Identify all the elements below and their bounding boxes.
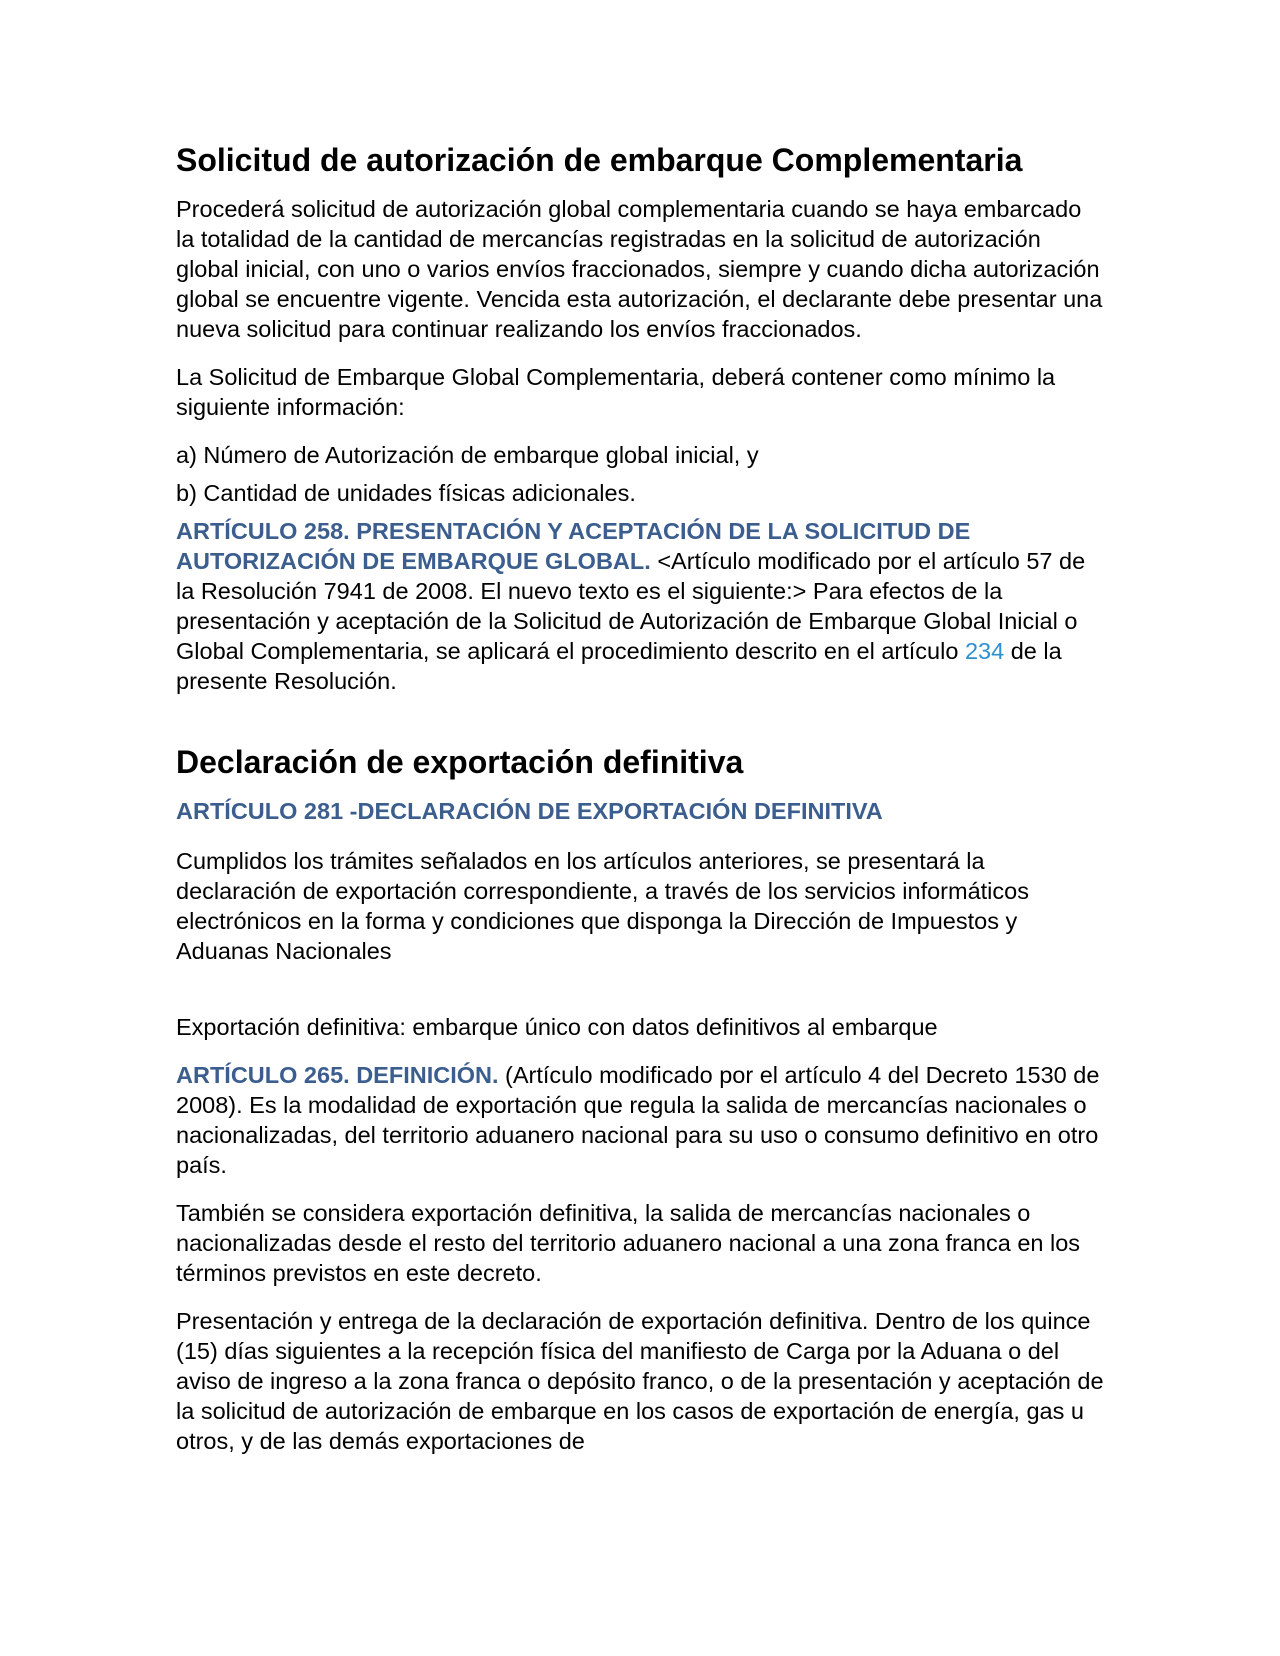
section-gap: [176, 714, 1106, 742]
article-258-text-end: de la presente Resolución.: [176, 638, 1062, 694]
paragraph-presentacion-entrega: Presentación y entrega de la declaración de exportación definitiva. Dentro de los quince (15) días siguientes a la recepción física del manifiesto de Carga por la Aduana o del aviso de ingreso a la zona franca o depósito franco, o de la presentación y aceptación de la solicitud de autorización de embarque en los casos de exportación de energía, gas u otros, y de las demás exportaciones de: [176, 1308, 1104, 1454]
article-258-text: <Artículo modificado por el artículo 57 de la Resolución 7941 de 2008. El nuevo texto es el siguiente:> Para efectos de la presentación y aceptación de la Solicitud de Autorización de Embarque Global Inicial o Global Complementaria, se aplicará el procedimiento descrito en el artículo: [176, 548, 1086, 664]
article-265-title: ARTÍCULO 265. DEFINICIÓN.: [176, 1062, 499, 1088]
section-heading-exportacion-definitiva: Declaración de exportación definitiva: [176, 744, 744, 780]
article-258-title: ARTÍCULO 258. PRESENTACIÓN Y ACEPTACIÓN DE LA SOLICITUD DE AUTORIZACIÓN DE EMBARQUE GLOBAL.: [176, 518, 971, 574]
paragraph-tramites: Cumplidos los trámites señalados en los artículos anteriores, se presentará la declaración de exportación correspondiente, a través de los servicios informáticos electrónicos en la forma y condiciones que disponga la Dirección de Impuestos y Aduanas Nacionales: [176, 848, 1029, 964]
section-heading-embarque-complementaria: Solicitud de autorización de embarque Complementaria: [176, 142, 1023, 178]
article-258-paragraph: [176, 516, 1106, 696]
article-234-link[interactable]: 234: [964, 638, 1005, 664]
article-265-paragraph: [176, 1060, 1106, 1180]
list-item-b: b) Cantidad de unidades físicas adicionales.: [176, 480, 636, 506]
paragraph-contenido-minimo: La Solicitud de Embarque Global Complementaria, deberá contener como mínimo la siguiente información:: [176, 364, 1056, 420]
paragraph-autorizacion-global: Procederá solicitud de autorización global complementaria cuando se haya embarcado la totalidad de la cantidad de mercancías registradas en la solicitud de autorización global inicial, con uno o varios envíos fraccionados, siempre y cuando dicha autorización global se encuentre vigente. Vencida esta autorización, el declarante debe presentar una nueva solicitud para continuar realizando los envíos fraccionados.: [176, 196, 1103, 342]
document-page: [176, 140, 1106, 1474]
list-item-a: a) Número de Autorización de embarque global inicial, y: [176, 442, 759, 468]
paragraph-gap: [176, 984, 1106, 1012]
paragraph-exportacion-definitiva: Exportación definitiva: embarque único con datos definitivos al embarque: [176, 1014, 938, 1040]
article-265-text: (Artículo modificado por el artículo 4 del Decreto 1530 de 2008). Es la modalidad de exportación que regula la salida de mercancías nacionales o nacionalizadas, del territorio aduanero nacional para su uso o consumo definitivo en otro país.: [176, 1062, 1100, 1178]
paragraph-zona-franca: También se considera exportación definitiva, la salida de mercancías nacionales o nacionalizadas desde el resto del territorio aduanero nacional a una zona franca en los términos previstos en este decreto.: [176, 1200, 1081, 1286]
article-281-title: ARTÍCULO 281 -DECLARACIÓN DE EXPORTACIÓN DEFINITIVA: [176, 798, 883, 824]
